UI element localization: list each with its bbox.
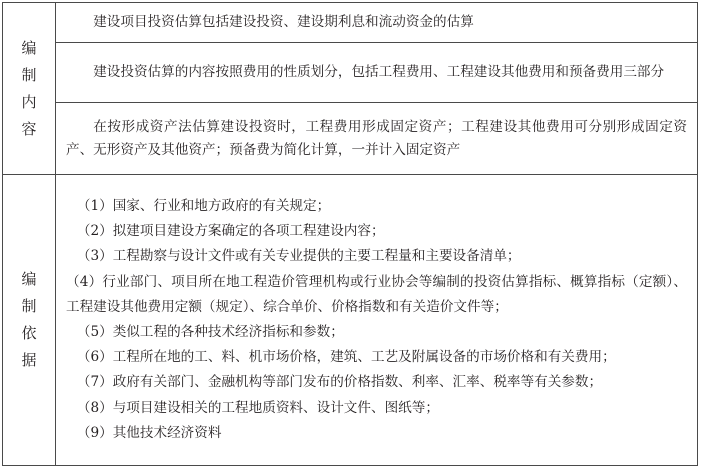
label-cell-basis [3, 175, 56, 466]
label-char: 制 [21, 65, 37, 84]
content-row-2 [3, 43, 698, 103]
list-item: （8）与项目建设相关的工程地质资料、设计文件、图纸等； [76, 399, 439, 416]
list-item: （6）工程所在地的工、料、机市场价格，建筑、工艺及附属设备的市场价格和有关费用； [76, 349, 616, 366]
basis-list [56, 188, 697, 452]
content-row-3 [3, 103, 698, 175]
label-char: 制 [21, 297, 37, 315]
content-cell-1 [56, 3, 698, 43]
section-label-content [21, 35, 36, 143]
basis-row [3, 175, 698, 466]
list-item: （9）其他技术经济资料 [76, 424, 222, 441]
label-char: 内 [21, 92, 37, 111]
label-char: 编 [21, 270, 37, 288]
document-table [2, 2, 698, 466]
label-char: 据 [21, 351, 37, 369]
content-paragraph: 建设投资估算的内容按照费用的性质划分，包括工程费用、工程建设其他费用和预备费用三部分 [93, 64, 665, 80]
section-label-basis [21, 266, 36, 374]
list-item: （5）类似工程的各种技术经济指标和参数； [76, 324, 344, 340]
content-cell-2 [56, 43, 698, 103]
content-paragraph: 建设项目投资估算包括建设投资、建设期利息和流动资金的估算 [93, 14, 474, 30]
list-item: （2）拟建项目建设方案确定的各项工程建设内容； [76, 223, 385, 240]
content-row-1 [3, 3, 698, 43]
label-char: 容 [21, 119, 37, 138]
list-item: （1）国家、行业和地方政府的有关规定； [76, 197, 331, 214]
content-cell-3 [56, 103, 698, 175]
list-item: （4）行业部门、项目所在地工程造价管理机构或行业协会等编制的投资估算指标、概算指标（定额）、工程建设其他费用定额（规定）、综合单价、价格指数和有关造价文件等； [66, 273, 687, 315]
basis-cell [56, 175, 698, 466]
list-item: （7）政府有关部门、金融机构等部门发布的价格指数、利率、汇率、税率等有关参数； [76, 374, 603, 391]
label-char: 依 [21, 324, 37, 342]
list-item: （3）工程勘察与设计文件或有关专业提供的主要工程量和主要设备清单； [76, 248, 521, 265]
content-paragraph: 在按形成资产法估算建设投资时，工程费用形成固定资产；工程建设其他费用可分别形成固定资产、无形资产及其他资产；预备费为简化计算，一并计入固定资产 [66, 118, 687, 158]
label-cell-content [3, 3, 56, 175]
label-char: 编 [21, 38, 37, 57]
